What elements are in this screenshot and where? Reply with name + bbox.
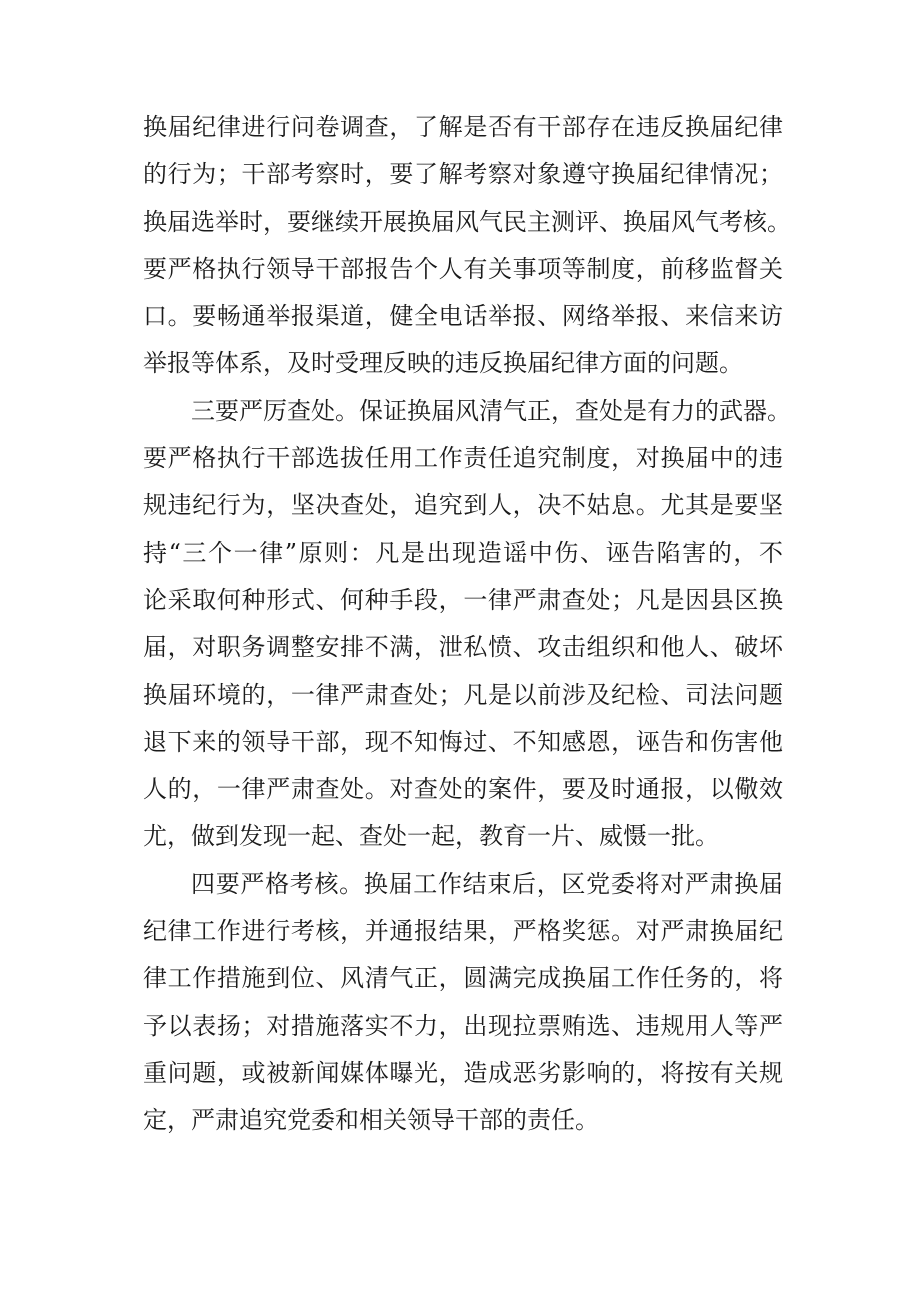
text-line: 退下来的领导干部，现不知悔过、不知感恩，诬告和伤害他 xyxy=(143,727,783,756)
text-line: 论采取何种形式、何种手段，一律严肃查处；凡是因县区换 xyxy=(143,585,783,614)
text-line: 规违纪行为，坚决查处，追究到人，决不姑息。尤其是要坚 xyxy=(143,491,783,520)
text-line: 要严格执行干部选拔任用工作责任追究制度，对换届中的违 xyxy=(143,444,783,473)
text-line: 换届环境的，一律严肃查处；凡是以前涉及纪检、司法问题 xyxy=(143,680,783,709)
paragraph-1 xyxy=(143,104,791,388)
paragraph-3 xyxy=(143,861,783,1145)
text-line: 予以表扬；对措施落实不力，出现拉票贿选、违规用人等严 xyxy=(143,1011,783,1040)
text-line: 换届选举时，要继续开展换届风气民主测评、换届风气考核。 xyxy=(143,207,791,236)
text-line: 尤，做到发现一起、查处一起，教育一片、威慑一批。 xyxy=(143,822,719,851)
text-line: 人的，一律严肃查处。对查处的案件，要及时通报，以儆效 xyxy=(143,775,783,804)
text-line: 纪律工作进行考核，并通报结果，严格奖惩。对严肃换届纪 xyxy=(143,917,783,946)
text-line: 换届纪律进行问卷调查，了解是否有干部存在违反换届纪律 xyxy=(143,113,783,141)
paragraph-2 xyxy=(143,388,791,861)
text-line: 要严格执行领导干部报告个人有关事项等制度，前移监督关 xyxy=(143,254,783,283)
document-body xyxy=(143,104,791,1145)
text-line: 四要严格考核。换届工作结束后，区党委将对严肃换届 xyxy=(191,869,783,898)
text-line: 持“三个一律”原则：凡是出现造谣中伤、诬告陷害的，不 xyxy=(143,538,783,567)
text-line: 三要严厉查处。保证换届风清气正，查处是有力的武器。 xyxy=(191,396,791,425)
text-line: 届，对职务调整安排不满，泄私愤、攻击组织和他人、破坏 xyxy=(143,633,783,662)
text-line: 重问题，或被新闻媒体曝光，造成恶劣影响的，将按有关规 xyxy=(143,1058,783,1087)
text-line: 定，严肃追究党委和相关领导干部的责任。 xyxy=(143,1106,599,1135)
text-line: 口。要畅通举报渠道，健全电话举报、网络举报、来信来访 xyxy=(143,302,783,331)
text-line: 举报等体系，及时受理反映的违反换届纪律方面的问题。 xyxy=(143,349,743,378)
text-line: 律工作措施到位、风清气正，圆满完成换届工作任务的，将 xyxy=(143,964,783,993)
text-line: 的行为；干部考察时，要了解考察对象遵守换届纪律情况； xyxy=(143,160,783,189)
